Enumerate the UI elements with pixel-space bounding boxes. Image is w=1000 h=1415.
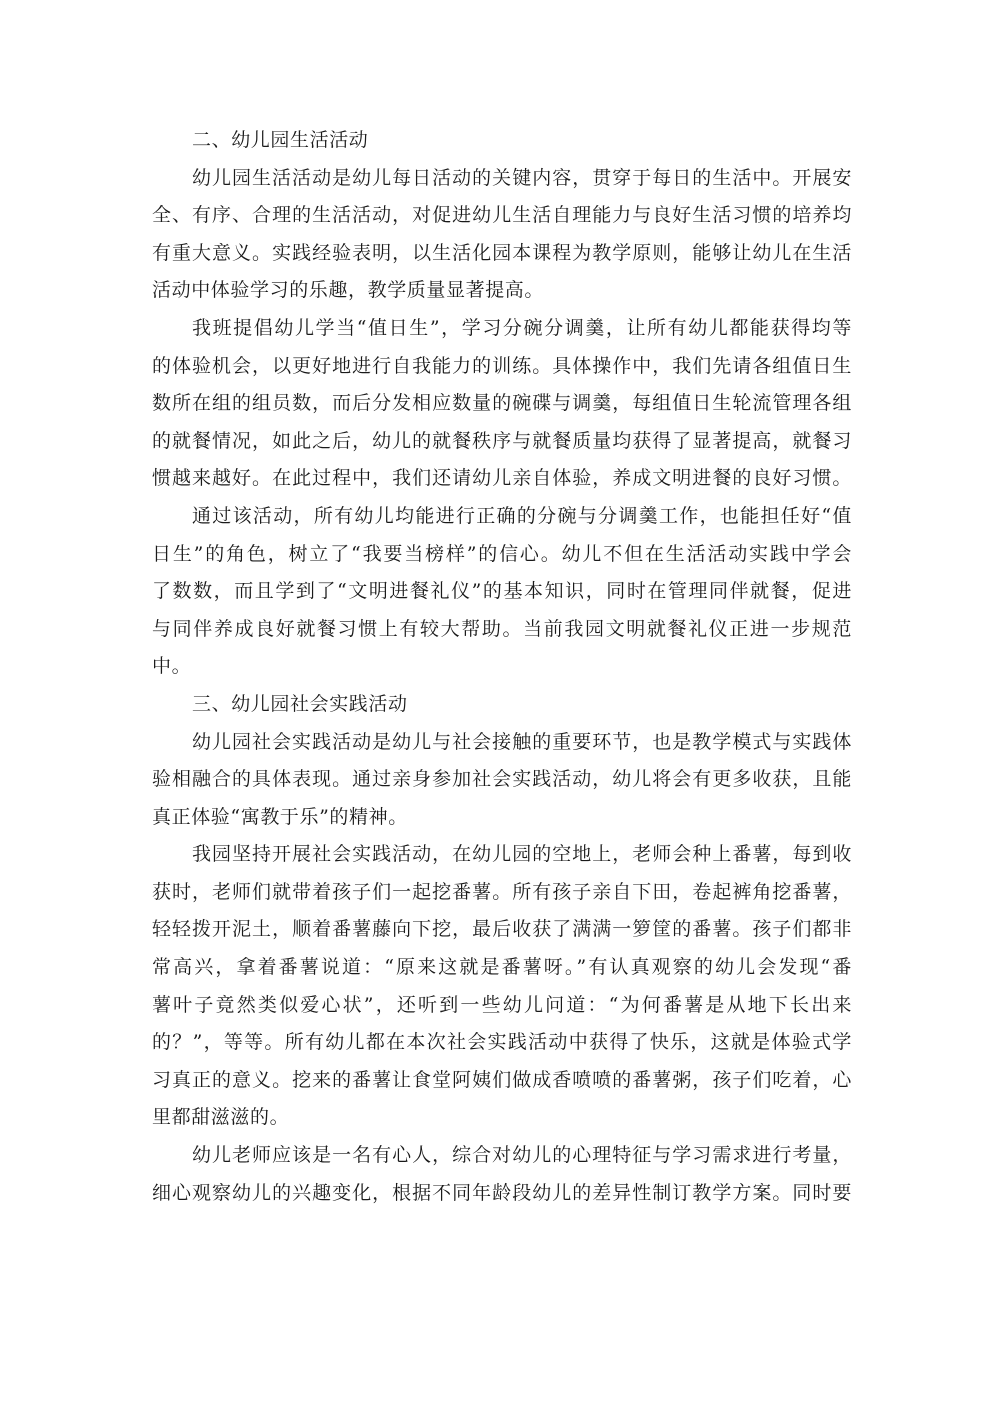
paragraph-line: 惯越来越好。在此过程中，我们还请幼儿亲自体验，养成文明进餐的良好习惯。: [152, 467, 852, 490]
paragraph-line: 全、有序、合理的生活活动，对促进幼儿生活自理能力与良好生活习惯的培养均: [152, 204, 852, 227]
paragraph-line: 真正体验“寓教于乐”的精神。: [152, 805, 408, 828]
paragraph-line: 幼儿园生活活动是幼儿每日活动的关键内容，贯穿于每日的生活中。开展安: [192, 166, 852, 189]
paragraph-line: 数所在组的组员数，而后分发相应数量的碗碟与调羹，每组值日生轮流管理各组: [152, 392, 852, 415]
paragraph-line: 的？”，等等。所有幼儿都在本次社会实践活动中获得了快乐，这就是体验式学: [152, 1031, 852, 1054]
paragraph-line: 习真正的意义。挖来的番薯让食堂阿姨们做成香喷喷的番薯粥，孩子们吃着，心: [152, 1068, 852, 1091]
paragraph-line: 轻轻拨开泥土，顺着番薯藤向下挖，最后收获了满满一箩筐的番薯。孩子们都非: [152, 918, 852, 941]
paragraph-line: 里都甜滋滋的。: [152, 1106, 290, 1129]
paragraph-line: 活动中体验学习的乐趣，教学质量显著提高。: [152, 279, 545, 302]
paragraph-line: 通过该活动，所有幼儿均能进行正确的分碗与分调羹工作，也能担任好“值: [192, 504, 852, 527]
paragraph-line: 获时，老师们就带着孩子们一起挖番薯。所有孩子亲自下田，卷起裤角挖番薯，: [152, 880, 852, 903]
section-heading-life-activities: 二、幼儿园生活活动: [192, 129, 369, 151]
paragraph-line: 细心观察幼儿的兴趣变化，根据不同年龄段幼儿的差异性制订教学方案。同时要: [152, 1181, 852, 1204]
paragraph-line: 与同伴养成良好就餐习惯上有较大帮助。当前我园文明就餐礼仪正进一步规范: [152, 617, 852, 640]
paragraph-line: 常高兴，拿着番薯说道：“原来这就是番薯呀。”有认真观察的幼儿会发现“番: [152, 956, 852, 979]
paragraph-line: 了数数，而且学到了“文明进餐礼仪”的基本知识，同时在管理同伴就餐，促进: [152, 580, 852, 603]
paragraph-line: 的体验机会，以更好地进行自我能力的训练。具体操作中，我们先请各组值日生: [152, 354, 852, 377]
paragraph-line: 有重大意义。实践经验表明，以生活化园本课程为教学原则，能够让幼儿在生活: [152, 241, 852, 264]
paragraph-line: 我班提倡幼儿学当“值日生”，学习分碗分调羹，让所有幼儿都能获得均等: [192, 316, 852, 339]
paragraph-line: 幼儿老师应该是一名有心人，综合对幼儿的心理特征与学习需求进行考量，: [192, 1144, 852, 1167]
paragraph-line: 幼儿园社会实践活动是幼儿与社会接触的重要环节，也是教学模式与实践体: [192, 730, 852, 753]
paragraph-line: 验相融合的具体表现。通过亲身参加社会实践活动，幼儿将会有更多收获，且能: [152, 768, 852, 791]
document-body: [152, 122, 852, 1212]
paragraph-line: 的就餐情况，如此之后，幼儿的就餐秩序与就餐质量均获得了显著提高，就餐习: [152, 429, 852, 452]
paragraph-line: 薯叶子竟然类似爱心状”，还听到一些幼儿问道：“为何番薯是从地下长出来: [152, 993, 852, 1016]
section-heading-social-practice: 三、幼儿园社会实践活动: [192, 692, 408, 715]
paragraph-line: 我园坚持开展社会实践活动，在幼儿园的空地上，老师会种上番薯，每到收: [192, 843, 852, 866]
paragraph-line: 中。: [152, 655, 192, 678]
paragraph-line: 日生”的角色，树立了“我要当榜样”的信心。幼儿不但在生活活动实践中学会: [152, 542, 852, 565]
